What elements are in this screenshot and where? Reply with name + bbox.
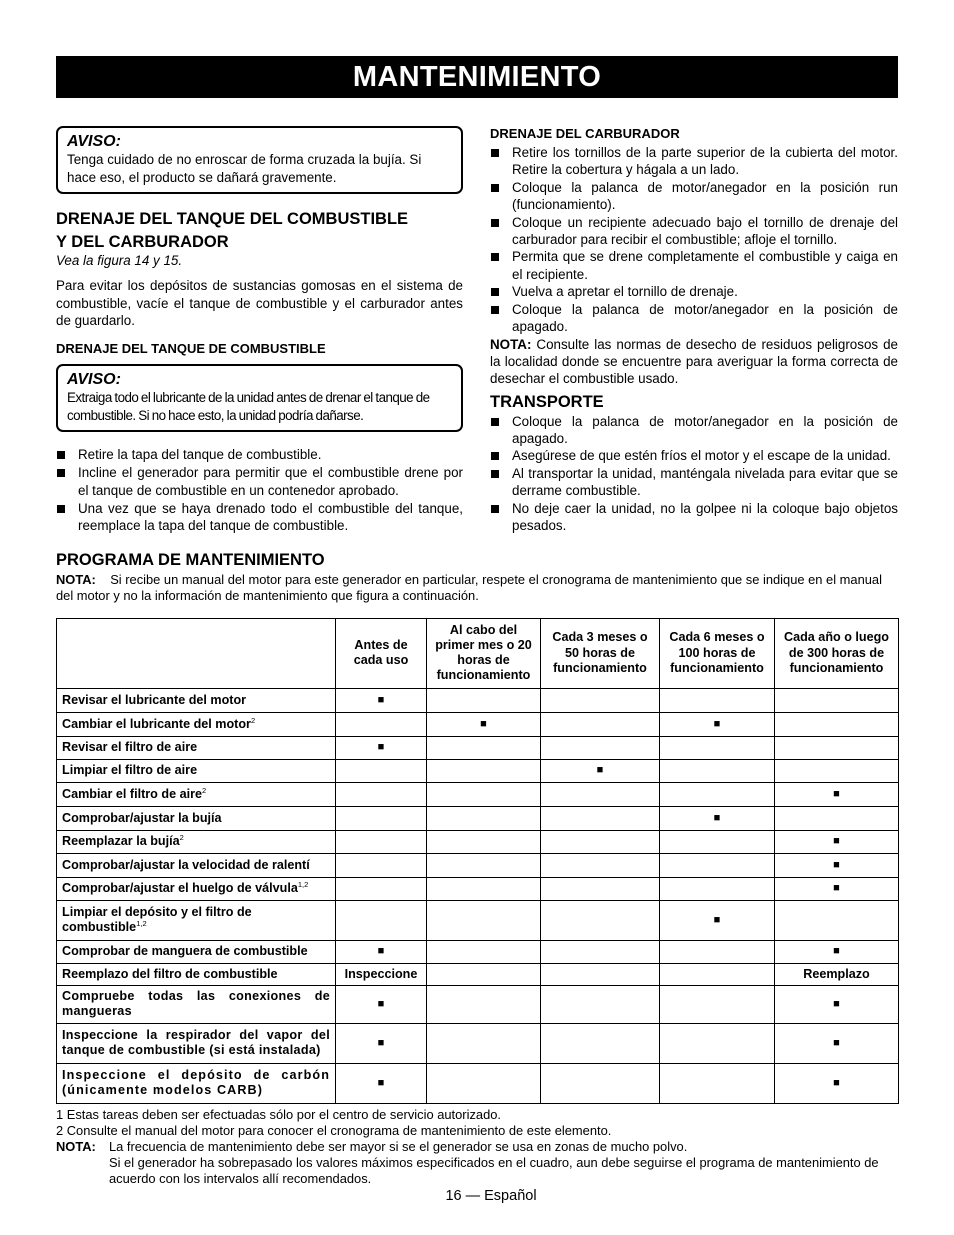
aviso-box-lubricant	[56, 364, 463, 432]
schedule-empty-cell	[427, 830, 541, 853]
list-item: Permita que se drene completamente el combustible y caiga en el recipiente.	[490, 248, 898, 283]
column-header: Al cabo del primer mes o 20 horas de funcionamiento	[427, 618, 541, 688]
schedule-empty-cell	[660, 963, 775, 985]
column-header: Cada 6 meses o 100 horas de funcionamiento	[660, 618, 775, 688]
list-item: Incline el generador para permitir que el combustible drene por el tanque de combustible en un contenedor aprobado.	[56, 464, 463, 500]
table-row	[57, 782, 899, 806]
schedule-empty-cell	[541, 940, 660, 963]
schedule-empty-cell	[427, 759, 541, 782]
schedule-text: Inspeccione	[336, 963, 427, 985]
schedule-empty-cell	[541, 688, 660, 712]
schedule-mark: ■	[541, 759, 660, 782]
table-row	[57, 712, 899, 736]
aviso-title: AVISO:	[67, 133, 121, 150]
schedule-empty-cell	[660, 830, 775, 853]
task-cell	[57, 830, 336, 853]
list-item: No deje caer la unidad, no la golpee ni la coloque bajo objetos pesados.	[490, 500, 898, 535]
schedule-mark: ■	[775, 1063, 899, 1103]
schedule-mark: ■	[336, 736, 427, 759]
schedule-empty-cell	[427, 736, 541, 759]
note-line: La frecuencia de mantenimiento debe ser mayor si se el generador se usa en zonas de mucho polvo.	[109, 1138, 688, 1154]
note-label: NOTA:	[56, 1138, 96, 1154]
table-row	[57, 736, 899, 759]
schedule-empty-cell	[427, 782, 541, 806]
task-label: Reemplazar la bujía	[62, 834, 180, 849]
task-cell	[57, 853, 336, 877]
table-row	[57, 900, 899, 940]
transport-steps	[490, 413, 898, 535]
schedule-empty-cell	[660, 782, 775, 806]
schedule-empty-cell	[660, 759, 775, 782]
drain-heading-line2: Y DEL CARBURADOR	[56, 232, 229, 251]
table-row	[57, 853, 899, 877]
schedule-mark: ■	[336, 940, 427, 963]
schedule-empty-cell	[336, 900, 427, 940]
task-label: Revisar el filtro de aire	[62, 740, 198, 755]
page-title: MANTENIMIENTO	[56, 56, 898, 98]
schedule-empty-cell	[660, 985, 775, 1023]
table-header-row	[57, 618, 899, 688]
list-item: Retire los tornillos de la parte superior de la cubierta del motor. Retire la cobertura y hágala a un lado.	[490, 144, 898, 179]
task-cell	[57, 736, 336, 759]
column-header: Cada año o luego de 300 horas de funcionamiento	[775, 618, 899, 688]
schedule-mark: ■	[775, 782, 899, 806]
schedule-empty-cell	[427, 806, 541, 830]
note-label: NOTA:	[56, 571, 96, 587]
task-label: Limpiar el filtro de aire	[62, 763, 198, 778]
task-footnote-ref: 2	[179, 832, 184, 842]
carb-drain-steps	[490, 144, 898, 336]
task-cell	[57, 963, 336, 985]
task-cell	[57, 759, 336, 782]
task-footnote-ref: 1,2	[297, 879, 309, 889]
schedule-mark: ■	[336, 985, 427, 1023]
schedule-mark: ■	[660, 712, 775, 736]
task-label: Inspeccione el depósito de carbón (únicamente modelos CARB)	[62, 1067, 330, 1098]
maintenance-schedule-section	[56, 551, 898, 1187]
schedule-mark: ■	[336, 1063, 427, 1103]
transport-heading: TRANSPORTE	[490, 392, 604, 411]
schedule-empty-cell	[427, 1063, 541, 1103]
schedule-empty-cell	[775, 900, 899, 940]
schedule-mark: ■	[775, 830, 899, 853]
aviso-text: Tenga cuidado de no enroscar de forma cruzada la bujía. Si hace eso, el producto se dañará gravemente.	[67, 152, 422, 186]
task-cell	[57, 877, 336, 900]
schedule-mark: ■	[660, 806, 775, 830]
tank-drain-heading: DRENAJE DEL TANQUE DE COMBUSTIBLE	[56, 341, 326, 357]
schedule-empty-cell	[775, 712, 899, 736]
tank-drain-steps	[56, 446, 463, 535]
page-footer	[0, 1187, 954, 1206]
schedule-empty-cell	[427, 1023, 541, 1063]
task-cell	[57, 688, 336, 712]
schedule-empty-cell	[775, 736, 899, 759]
schedule-empty-cell	[336, 830, 427, 853]
table-row	[57, 1063, 899, 1103]
schedule-heading: PROGRAMA DE MANTENIMIENTO	[56, 551, 325, 569]
schedule-empty-cell	[427, 688, 541, 712]
drain-intro: Para evitar los depósitos de sustancias gomosas en el sistema de combustible, vacíe el tanque de combustible y el carburador antes de guardarlo.	[56, 278, 463, 328]
footnotes	[56, 1107, 898, 1188]
list-item: Una vez que se haya drenado todo el combustible del tanque, reemplace la tapa del tanque de combustible.	[56, 500, 463, 536]
task-label: Reemplazo del filtro de combustible	[62, 966, 278, 981]
footnote-1: 1 Estas tareas deben ser efectuadas sólo por el centro de servicio autorizado.	[56, 1106, 501, 1122]
schedule-empty-cell	[541, 806, 660, 830]
column-header: Antes de cada uso	[336, 618, 427, 688]
schedule-empty-cell	[775, 688, 899, 712]
schedule-empty-cell	[660, 1023, 775, 1063]
task-cell	[57, 985, 336, 1023]
schedule-empty-cell	[427, 963, 541, 985]
list-item: Coloque un recipiente adecuado bajo el tornillo de drenaje del carburador para recibir el combustible; afloje el tornillo.	[490, 214, 898, 249]
table-row	[57, 877, 899, 900]
task-label: Comprobar/ajustar el huelgo de válvula	[62, 881, 298, 896]
note-text: Si recibe un manual del motor para este generador en particular, respete el cronograma de mantenimiento que se indique en el manual del motor y no la información de mantenimiento que figura a continuación.	[56, 571, 882, 604]
schedule-empty-cell	[336, 853, 427, 877]
drain-heading-line1: DRENAJE DEL TANQUE DEL COMBUSTIBLE	[56, 209, 409, 228]
list-item: Asegúrese de que estén fríos el motor y el escape de la unidad.	[490, 447, 898, 464]
schedule-empty-cell	[541, 877, 660, 900]
schedule-note	[56, 572, 898, 605]
table-row	[57, 985, 899, 1023]
task-label: Comprobar de manguera de combustible	[62, 944, 308, 959]
schedule-empty-cell	[660, 688, 775, 712]
footnote-2: 2 Consulte el manual del motor para conocer el cronograma de mantenimiento de este elemento.	[56, 1122, 612, 1138]
task-label: Cambiar el lubricante del motor	[62, 716, 251, 731]
schedule-mark: ■	[775, 940, 899, 963]
task-footnote-ref: 2	[250, 715, 256, 725]
task-footnote-ref: 1,2	[136, 918, 147, 928]
schedule-empty-cell	[427, 853, 541, 877]
schedule-text: Reemplazo	[775, 963, 899, 985]
disposal-note	[490, 336, 898, 388]
schedule-mark: ■	[427, 712, 541, 736]
schedule-empty-cell	[541, 712, 660, 736]
table-row	[57, 688, 899, 712]
task-label: Revisar el lubricante del motor	[62, 692, 247, 707]
right-column	[490, 126, 898, 535]
frequency-note-continued	[56, 1155, 898, 1187]
list-item: Vuelva a apretar el tornillo de drenaje.	[490, 283, 898, 300]
schedule-empty-cell	[427, 940, 541, 963]
task-label: Compruebe todas las conexiones de mangueras	[62, 988, 330, 1019]
schedule-empty-cell	[541, 782, 660, 806]
task-label: Limpiar el depósito y el filtro de combustible	[62, 904, 252, 935]
schedule-empty-cell	[427, 900, 541, 940]
schedule-mark: ■	[336, 1023, 427, 1063]
schedule-mark: ■	[336, 688, 427, 712]
list-item: Retire la tapa del tanque de combustible.	[56, 446, 463, 464]
schedule-empty-cell	[336, 806, 427, 830]
frequency-note	[56, 1139, 898, 1155]
schedule-mark: ■	[775, 1023, 899, 1063]
schedule-empty-cell	[541, 1023, 660, 1063]
list-item: Coloque la palanca de motor/anegador en la posición de apagado.	[490, 413, 898, 448]
schedule-mark: ■	[775, 985, 899, 1023]
table-body	[57, 688, 899, 1103]
schedule-empty-cell	[541, 736, 660, 759]
schedule-mark: ■	[660, 900, 775, 940]
task-cell	[57, 782, 336, 806]
schedule-empty-cell	[660, 853, 775, 877]
schedule-empty-cell	[541, 985, 660, 1023]
aviso-title: AVISO:	[67, 371, 121, 389]
task-column-header	[57, 618, 336, 688]
carb-drain-heading: DRENAJE DEL CARBURADOR	[490, 126, 680, 141]
schedule-empty-cell	[336, 877, 427, 900]
schedule-empty-cell	[660, 877, 775, 900]
schedule-empty-cell	[541, 830, 660, 853]
schedule-empty-cell	[660, 1063, 775, 1103]
task-cell	[57, 940, 336, 963]
list-item: Al transportar la unidad, manténgala nivelada para evitar que se derrame combustible.	[490, 465, 898, 500]
maintenance-table	[56, 618, 899, 1104]
schedule-empty-cell	[336, 759, 427, 782]
task-cell	[57, 1063, 336, 1103]
note-text: Consulte las normas de desecho de residuos peligrosos de la localidad donde se encuentre para averiguar la forma correcta de desechar el combustible usado.	[490, 336, 898, 387]
schedule-empty-cell	[775, 806, 899, 830]
note-line: Si el generador ha sobrepasado los valores máximos especificados en el cuadro, aun debe seguirse el programa de mantenimiento de acuerdo con los intervalos allí recomendados.	[109, 1154, 879, 1187]
list-item: Coloque la palanca de motor/anegador en la posición run (funcionamiento).	[490, 179, 898, 214]
task-label: Comprobar/ajustar la velocidad de ralentí	[62, 857, 310, 872]
schedule-mark: ■	[775, 877, 899, 900]
table-row	[57, 759, 899, 782]
task-cell	[57, 1023, 336, 1063]
see-figure-note: Vea la figura 14 y 15.	[56, 252, 183, 268]
task-label: Cambiar el filtro de aire	[62, 786, 202, 801]
schedule-mark: ■	[775, 853, 899, 877]
task-footnote-ref: 2	[201, 785, 207, 795]
schedule-empty-cell	[541, 900, 660, 940]
task-label: Comprobar/ajustar la bujía	[62, 810, 222, 825]
schedule-empty-cell	[427, 877, 541, 900]
aviso-text: Extraiga todo el lubricante de la unidad antes de drenar el tanque de combustible. Si no hace esto, la unidad podría dañarse.	[67, 390, 430, 424]
schedule-empty-cell	[336, 712, 427, 736]
schedule-empty-cell	[660, 736, 775, 759]
task-cell	[57, 712, 336, 736]
note-label: NOTA:	[490, 336, 532, 352]
page-number: 16 — Español	[445, 1188, 537, 1204]
schedule-empty-cell	[336, 782, 427, 806]
schedule-empty-cell	[660, 940, 775, 963]
schedule-empty-cell	[541, 1063, 660, 1103]
table-row	[57, 806, 899, 830]
schedule-empty-cell	[541, 853, 660, 877]
schedule-empty-cell	[541, 963, 660, 985]
table-row	[57, 963, 899, 985]
column-header: Cada 3 meses o 50 horas de funcionamiento	[541, 618, 660, 688]
table-row	[57, 830, 899, 853]
task-cell	[57, 806, 336, 830]
task-label: Inspeccione la respirador del vapor del tanque de combustible (si está instalada)	[62, 1027, 330, 1058]
task-cell	[57, 900, 336, 940]
schedule-empty-cell	[427, 985, 541, 1023]
list-item: Coloque la palanca de motor/anegador en la posición de apagado.	[490, 301, 898, 336]
schedule-empty-cell	[775, 759, 899, 782]
aviso-box-spark-plug	[56, 126, 463, 194]
table-row	[57, 940, 899, 963]
left-column	[56, 126, 463, 535]
table-row	[57, 1023, 899, 1063]
